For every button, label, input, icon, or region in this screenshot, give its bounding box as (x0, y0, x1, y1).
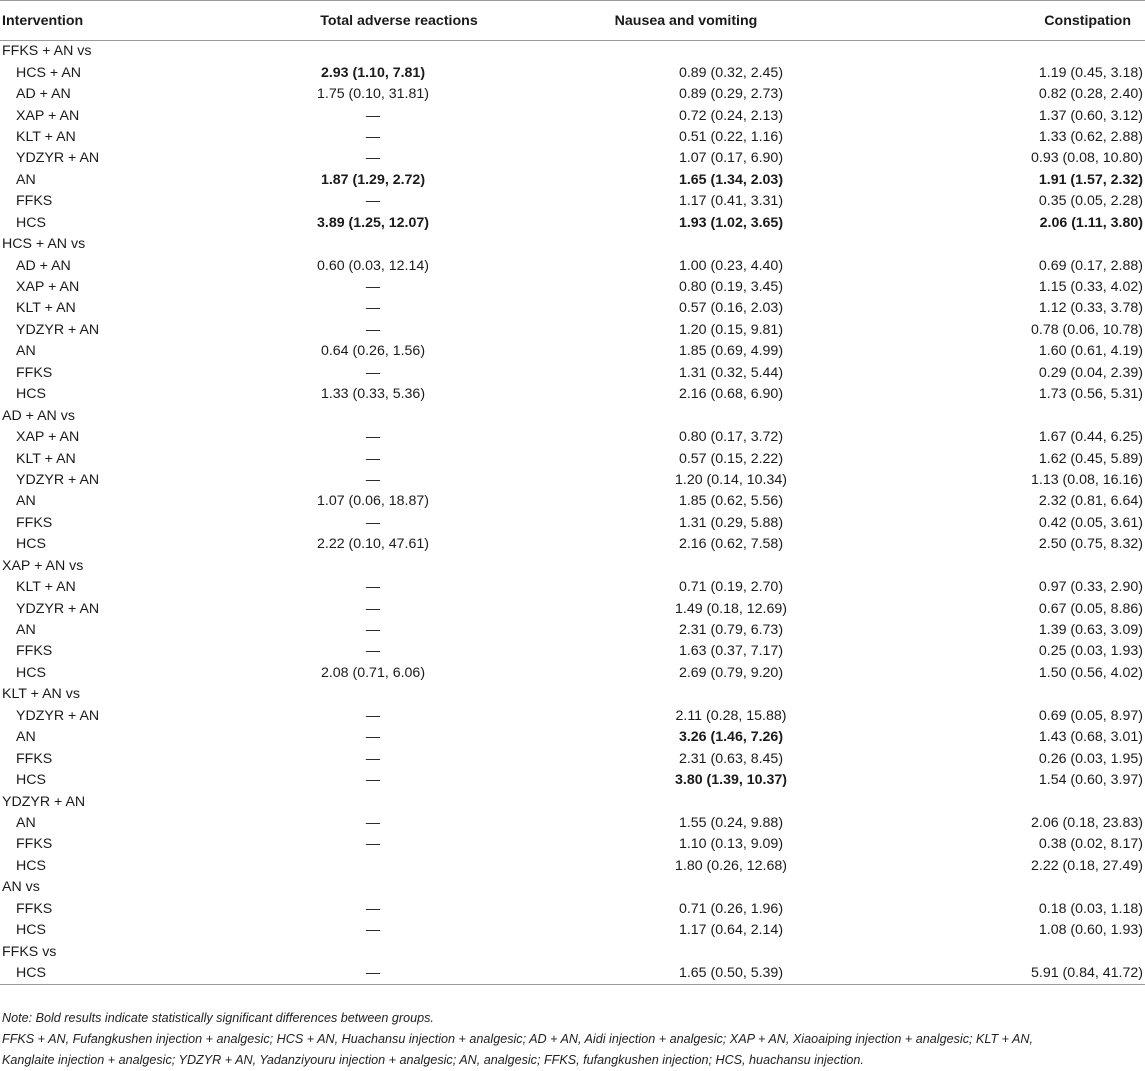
constipation-value: 0.82 (0.28, 2.40) (1038, 86, 1143, 103)
table-row (0, 491, 1145, 512)
nausea-cell (538, 706, 834, 727)
total-adverse-value: — (365, 600, 381, 617)
table-row (0, 770, 1145, 791)
total-adverse-cell (208, 856, 538, 877)
group-row (0, 234, 1145, 255)
group-label: FFKS + AN vs (2, 43, 92, 60)
table-row (0, 813, 1145, 834)
table-row (0, 727, 1145, 748)
table-row (0, 748, 1145, 769)
nausea-value: 0.51 (0.22, 1.16) (678, 128, 784, 145)
comparator-cell: HCS (16, 664, 46, 681)
group-label: XAP + AN vs (2, 557, 84, 574)
nausea-cell (538, 148, 834, 169)
total-adverse-value: — (365, 900, 381, 917)
constipation-value: 0.26 (0.03, 1.95) (1038, 750, 1143, 767)
nausea-value: 1.20 (0.14, 10.34) (674, 471, 787, 488)
nausea-cell (538, 663, 834, 684)
table-row (0, 105, 1145, 126)
group-label: AN vs (2, 879, 40, 896)
table-row (0, 899, 1145, 920)
total-adverse-value: — (365, 107, 381, 124)
nausea-value: 3.80 (1.39, 10.37) (674, 772, 787, 789)
nausea-value: 0.57 (0.15, 2.22) (678, 450, 784, 467)
table-row (0, 320, 1145, 341)
nausea-value: 2.69 (0.79, 9.20) (678, 664, 784, 681)
nausea-value: 1.85 (0.69, 4.99) (678, 343, 784, 360)
nausea-cell (538, 84, 834, 105)
nausea-value: 0.80 (0.19, 3.45) (678, 279, 784, 296)
constipation-value: 2.06 (1.11, 3.80) (1039, 214, 1143, 231)
nausea-cell (538, 277, 834, 298)
table-row (0, 470, 1145, 491)
table-row (0, 213, 1145, 234)
total-adverse-cell (208, 920, 538, 941)
comparator-cell: YDZYR + AN (16, 321, 100, 338)
table-row (0, 127, 1145, 148)
constipation-value: 2.50 (0.75, 8.32) (1038, 536, 1143, 553)
nausea-value: 0.71 (0.26, 1.96) (678, 900, 784, 917)
total-adverse-value: 0.64 (0.26, 1.56) (320, 343, 426, 360)
table-row (0, 834, 1145, 855)
nausea-cell (538, 727, 834, 748)
total-adverse-value: — (365, 579, 381, 596)
group-row (0, 405, 1145, 426)
total-adverse-cell (208, 470, 538, 491)
total-adverse-cell (208, 663, 538, 684)
total-adverse-cell (208, 298, 538, 319)
total-adverse-value: — (365, 772, 381, 789)
nausea-value: 2.31 (0.79, 6.73) (678, 622, 784, 639)
constipation-value: 2.32 (0.81, 6.64) (1038, 493, 1143, 510)
nausea-value: 0.89 (0.29, 2.73) (678, 86, 784, 103)
note-abbreviations-2: Kanglaite injection + analgesic; YDZYR + AN, Yadanziyouru injection + analgesic; AN, analgesic; FFKS, fufangkushen injection; HCS, huachansu injection. (2, 1053, 864, 1067)
comparator-cell: YDZYR + AN (16, 150, 100, 167)
nausea-value: 1.31 (0.29, 5.88) (678, 514, 784, 531)
nausea-cell (538, 963, 834, 985)
comparator-cell: KLT + AN (16, 579, 76, 596)
total-adverse-cell (208, 277, 538, 298)
table-notes (2, 1008, 1142, 1071)
table-row (0, 641, 1145, 662)
total-adverse-cell (208, 513, 538, 534)
constipation-value: 0.67 (0.05, 8.86) (1038, 600, 1143, 617)
nausea-value: 1.20 (0.15, 9.81) (678, 321, 784, 338)
table-row (0, 663, 1145, 684)
constipation-value: 1.12 (0.33, 3.78) (1038, 300, 1143, 317)
nausea-value: 1.63 (0.37, 7.17) (678, 643, 784, 660)
total-adverse-value: 2.08 (0.71, 6.06) (320, 664, 426, 681)
total-adverse-cell (208, 127, 538, 148)
total-adverse-cell (208, 534, 538, 555)
constipation-value: 0.25 (0.03, 1.93) (1038, 643, 1143, 660)
nausea-cell (538, 513, 834, 534)
total-adverse-value: 3.89 (1.25, 12.07) (316, 214, 429, 231)
nausea-value: 1.55 (0.24, 9.88) (678, 814, 784, 831)
total-adverse-cell (208, 170, 538, 191)
total-adverse-value: 1.87 (1.29, 2.72) (320, 171, 426, 188)
nausea-value: 0.89 (0.32, 2.45) (678, 64, 784, 81)
nausea-cell (538, 920, 834, 941)
total-adverse-cell (208, 255, 538, 276)
comparator-cell: AD + AN (16, 86, 71, 103)
comparator-cell: XAP + AN (16, 107, 80, 124)
total-adverse-value: — (365, 836, 381, 853)
header-row (0, 1, 1145, 41)
table-row (0, 62, 1145, 83)
constipation-value: 0.69 (0.17, 2.88) (1038, 257, 1143, 274)
total-adverse-value: 2.22 (0.10, 47.61) (316, 536, 429, 553)
comparator-cell: FFKS (16, 750, 53, 767)
comparator-cell: AN (16, 814, 36, 831)
nausea-cell (538, 105, 834, 126)
nausea-value: 0.80 (0.17, 3.72) (678, 429, 784, 446)
total-adverse-value: — (365, 279, 381, 296)
constipation-value: 0.29 (0.04, 2.39) (1038, 364, 1143, 381)
nausea-value: 0.71 (0.19, 2.70) (678, 579, 784, 596)
constipation-value: 1.73 (0.56, 5.31) (1038, 386, 1143, 403)
nausea-cell (538, 363, 834, 384)
total-adverse-value: — (365, 729, 381, 746)
total-adverse-value: — (365, 514, 381, 531)
total-adverse-value: 1.75 (0.10, 31.81) (316, 86, 429, 103)
comparator-cell: HCS + AN (16, 64, 82, 81)
comparator-cell: FFKS (16, 193, 53, 210)
constipation-value: 1.50 (0.56, 4.02) (1038, 664, 1143, 681)
total-adverse-value: 0.60 (0.03, 12.14) (316, 257, 429, 274)
total-adverse-value: — (365, 643, 381, 660)
total-adverse-value: — (365, 150, 381, 167)
total-adverse-value: — (365, 300, 381, 317)
total-adverse-value: 1.33 (0.33, 5.36) (320, 386, 426, 403)
total-adverse-cell (208, 427, 538, 448)
nausea-cell (538, 813, 834, 834)
constipation-value: 1.15 (0.33, 4.02) (1038, 279, 1143, 296)
group-row (0, 791, 1145, 812)
nausea-value: 1.00 (0.23, 4.40) (678, 257, 784, 274)
table-row (0, 255, 1145, 276)
table-row (0, 148, 1145, 169)
comparator-cell: XAP + AN (16, 429, 80, 446)
nausea-value: 3.26 (1.46, 7.26) (678, 729, 784, 746)
total-adverse-value: — (365, 922, 381, 939)
table-row (0, 363, 1145, 384)
constipation-value: 1.08 (0.60, 1.93) (1038, 922, 1143, 939)
comparator-cell: HCS (16, 857, 46, 874)
note-abbreviations-1: FFKS + AN, Fufangkushen injection + analgesic; HCS + AN, Huachansu injection + analgesic; AD + AN, Aidi injection + analgesic; XAP + AN, Xiaoaiping injection + analgesic; KLT + AN, (2, 1032, 1034, 1046)
constipation-value: 1.91 (1.57, 2.32) (1038, 171, 1143, 188)
nausea-cell (538, 748, 834, 769)
comparator-cell: AD + AN (16, 257, 71, 274)
total-adverse-cell (208, 105, 538, 126)
constipation-value: 0.69 (0.05, 8.97) (1038, 707, 1143, 724)
total-adverse-cell (208, 363, 538, 384)
table-row (0, 298, 1145, 319)
comparator-cell: XAP + AN (16, 279, 80, 296)
table-row (0, 427, 1145, 448)
header-constipation: Constipation (834, 1, 1145, 41)
total-adverse-value: 1.07 (0.06, 18.87) (316, 493, 429, 510)
constipation-value: 0.42 (0.05, 3.61) (1038, 514, 1143, 531)
total-adverse-value: — (365, 128, 381, 145)
constipation-value: 0.97 (0.33, 2.90) (1038, 579, 1143, 596)
group-row (0, 556, 1145, 577)
comparator-cell: HCS (0, 963, 208, 985)
constipation-value: 1.67 (0.44, 6.25) (1038, 429, 1143, 446)
total-adverse-value: — (365, 814, 381, 831)
nausea-cell (538, 491, 834, 512)
nausea-value: 2.31 (0.63, 8.45) (678, 750, 784, 767)
table-body (0, 41, 1145, 985)
nausea-cell (538, 255, 834, 276)
table-row (0, 856, 1145, 877)
nausea-value: 1.07 (0.17, 6.90) (678, 150, 784, 167)
constipation-value: 0.93 (0.08, 10.80) (1030, 150, 1143, 167)
nausea-value: 1.31 (0.32, 5.44) (678, 364, 784, 381)
group-label: YDZYR + AN (2, 793, 86, 810)
nausea-cell (538, 856, 834, 877)
nausea-cell (538, 320, 834, 341)
total-adverse-cell (208, 598, 538, 619)
comparator-cell: YDZYR + AN (16, 707, 100, 724)
constipation-value: 1.43 (0.68, 3.01) (1038, 729, 1143, 746)
comparator-cell: HCS (16, 922, 46, 939)
constipation-value: 1.39 (0.63, 3.09) (1038, 622, 1143, 639)
nausea-cell (538, 770, 834, 791)
constipation-value: 1.62 (0.45, 5.89) (1038, 450, 1143, 467)
nausea-cell (538, 170, 834, 191)
total-adverse-cell (208, 899, 538, 920)
constipation-value: 0.18 (0.03, 1.18) (1038, 900, 1143, 917)
constipation-value: 1.60 (0.61, 4.19) (1038, 343, 1143, 360)
table-row (0, 384, 1145, 405)
constipation-value: 0.38 (0.02, 8.17) (1038, 836, 1143, 853)
comparator-cell: HCS (16, 536, 46, 553)
nausea-cell (538, 62, 834, 83)
total-adverse-cell (208, 706, 538, 727)
nausea-cell (538, 191, 834, 212)
total-adverse-cell (208, 491, 538, 512)
total-adverse-cell (208, 727, 538, 748)
comparator-cell: HCS (16, 772, 46, 789)
total-adverse-value: — (365, 965, 381, 982)
table-row (0, 963, 1145, 985)
table-row (0, 341, 1145, 362)
nausea-cell (538, 341, 834, 362)
table-row (0, 170, 1145, 191)
total-adverse-cell (208, 448, 538, 469)
nausea-cell (538, 470, 834, 491)
comparator-cell: FFKS (16, 364, 53, 381)
header-total-adverse: Total adverse reactions (208, 1, 538, 41)
nausea-cell (538, 298, 834, 319)
nausea-cell (538, 448, 834, 469)
group-label: FFKS vs (2, 943, 57, 960)
nausea-value: 1.80 (0.26, 12.68) (674, 857, 787, 874)
nausea-value: 0.57 (0.16, 2.03) (678, 300, 784, 317)
constipation-value: 1.13 (0.08, 16.16) (1030, 471, 1143, 488)
group-row (0, 41, 1145, 63)
total-adverse-cell (208, 748, 538, 769)
constipation-value: 0.78 (0.06, 10.78) (1030, 321, 1143, 338)
nausea-value: 1.17 (0.41, 3.31) (678, 193, 784, 210)
group-label: HCS + AN vs (2, 236, 86, 253)
nausea-value: 1.65 (1.34, 2.03) (678, 171, 784, 188)
comparator-cell: FFKS (16, 900, 53, 917)
comparator-cell: AN (16, 493, 36, 510)
group-label: AD + AN vs (2, 407, 75, 424)
total-adverse-cell (208, 62, 538, 83)
group-row (0, 684, 1145, 705)
comparator-cell: FFKS (16, 836, 53, 853)
comparator-cell: AN (16, 343, 36, 360)
table-row (0, 577, 1145, 598)
nausea-value: 2.16 (0.62, 7.58) (678, 536, 784, 553)
nausea-cell (538, 899, 834, 920)
total-adverse-value: — (365, 450, 381, 467)
table-row (0, 84, 1145, 105)
constipation-value: 2.22 (0.18, 27.49) (1030, 857, 1143, 874)
total-adverse-value: — (365, 364, 381, 381)
table-row (0, 277, 1145, 298)
comparator-cell: KLT + AN (16, 128, 76, 145)
nausea-cell (538, 427, 834, 448)
nausea-value: 1.85 (0.62, 5.56) (678, 493, 784, 510)
comparator-cell: AN (16, 171, 36, 188)
nausea-value: 0.72 (0.24, 2.13) (678, 107, 784, 124)
total-adverse-cell (208, 813, 538, 834)
total-adverse-cell (208, 963, 538, 985)
nausea-value: 2.11 (0.28, 15.88) (675, 707, 787, 724)
constipation-value: 1.37 (0.60, 3.12) (1038, 107, 1143, 124)
comparator-cell: YDZYR + AN (16, 600, 100, 617)
total-adverse-value: 2.93 (1.10, 7.81) (320, 64, 426, 81)
nausea-cell (538, 384, 834, 405)
nausea-value: 1.93 (1.02, 3.65) (678, 214, 784, 231)
comparator-cell: KLT + AN (16, 450, 76, 467)
header-nausea: Nausea and vomiting (538, 1, 834, 41)
constipation-value: 0.35 (0.05, 2.28) (1038, 193, 1143, 210)
nausea-cell (538, 213, 834, 234)
total-adverse-cell (208, 834, 538, 855)
total-adverse-cell (208, 320, 538, 341)
nausea-value: 1.49 (0.18, 12.69) (674, 600, 787, 617)
nausea-cell (538, 641, 834, 662)
note-significance: Note: Bold results indicate statistically significant differences between groups. (2, 1011, 434, 1025)
comparator-cell: FFKS (16, 643, 53, 660)
constipation-value: 5.91 (0.84, 41.72) (834, 963, 1145, 985)
total-adverse-cell (208, 770, 538, 791)
constipation-value: 1.33 (0.62, 2.88) (1038, 128, 1143, 145)
nausea-value: 1.17 (0.64, 2.14) (678, 922, 784, 939)
table-row (0, 191, 1145, 212)
constipation-value: 2.06 (0.18, 23.83) (1030, 814, 1143, 831)
comparator-cell: YDZYR + AN (16, 471, 100, 488)
total-adverse-cell (208, 341, 538, 362)
constipation-value: 1.19 (0.45, 3.18) (1038, 64, 1143, 81)
total-adverse-cell (208, 577, 538, 598)
total-adverse-value: — (365, 707, 381, 724)
nausea-value: 1.65 (0.50, 5.39) (678, 965, 784, 982)
nausea-cell (538, 127, 834, 148)
total-adverse-value: — (365, 750, 381, 767)
nausea-cell (538, 834, 834, 855)
comparator-cell: KLT + AN (16, 300, 76, 317)
total-adverse-value: — (365, 193, 381, 210)
comparator-cell: AN (16, 729, 36, 746)
table-row (0, 620, 1145, 641)
group-label: KLT + AN vs (2, 686, 80, 703)
total-adverse-cell (208, 620, 538, 641)
comparator-cell: AN (16, 622, 36, 639)
comparator-cell: FFKS (16, 514, 53, 531)
table-row (0, 920, 1145, 941)
table-row (0, 598, 1145, 619)
table-row (0, 448, 1145, 469)
total-adverse-value: — (365, 471, 381, 488)
nausea-cell (538, 534, 834, 555)
constipation-value: 1.54 (0.60, 3.97) (1038, 772, 1143, 789)
total-adverse-cell (208, 148, 538, 169)
nausea-cell (538, 598, 834, 619)
comparator-cell: HCS (16, 386, 46, 403)
total-adverse-cell (208, 84, 538, 105)
comparator-cell: HCS (16, 214, 46, 231)
table-row (0, 706, 1145, 727)
nausea-value: 1.10 (0.13, 9.09) (678, 836, 784, 853)
total-adverse-value: — (365, 622, 381, 639)
total-adverse-cell (208, 213, 538, 234)
total-adverse-cell (208, 384, 538, 405)
header-intervention: Intervention (0, 1, 208, 41)
table-row (0, 534, 1145, 555)
total-adverse-cell (208, 641, 538, 662)
nausea-value: 2.16 (0.68, 6.90) (678, 386, 784, 403)
table-row (0, 513, 1145, 534)
total-adverse-cell (208, 191, 538, 212)
total-adverse-value: — (365, 321, 381, 338)
nausea-cell (538, 620, 834, 641)
nausea-cell (538, 577, 834, 598)
group-row (0, 941, 1145, 962)
total-adverse-value: — (365, 429, 381, 446)
group-row (0, 877, 1145, 898)
